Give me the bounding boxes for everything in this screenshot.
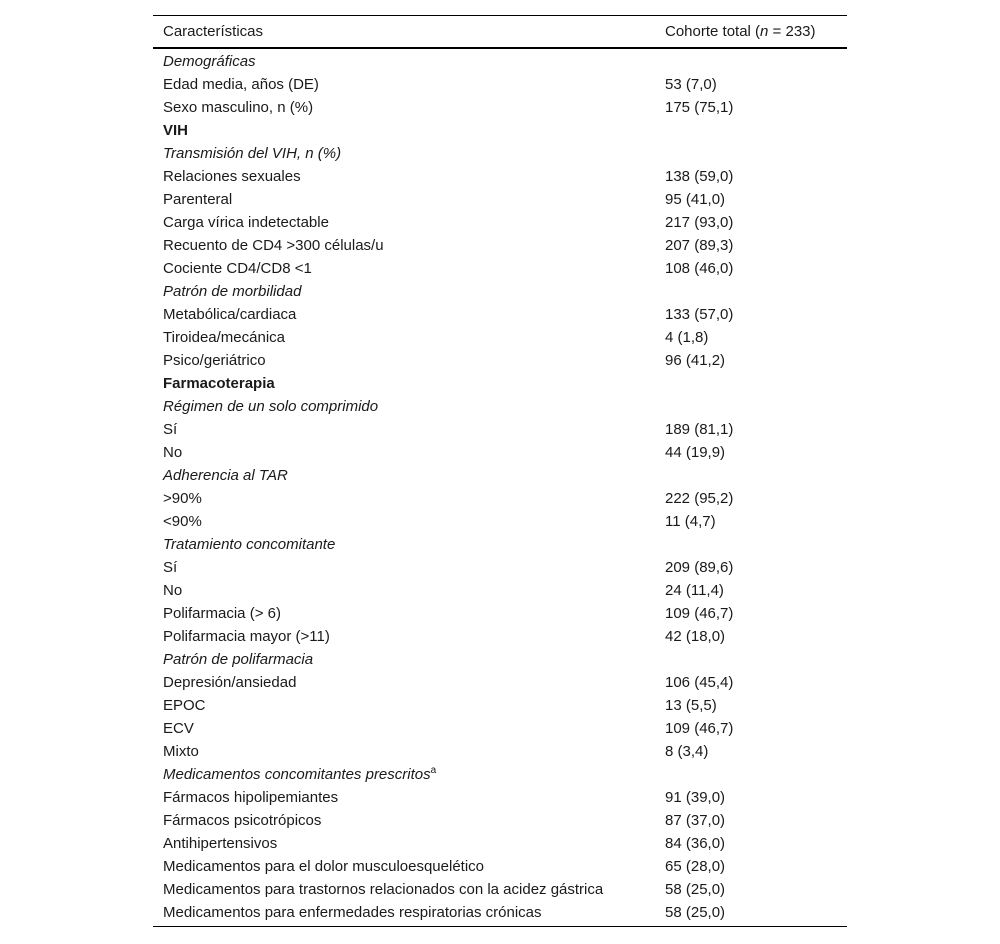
table-row [153, 579, 847, 602]
row-label-cell [153, 237, 665, 254]
row-label: Mixto [163, 743, 199, 760]
table-row [153, 717, 847, 740]
row-value: 189 (81,1) [665, 421, 734, 438]
row-label: VIH [163, 122, 189, 139]
row-label-cell [153, 720, 665, 737]
table-row [153, 257, 847, 280]
row-label: Polifarmacia (> 6) [163, 605, 281, 622]
row-label-cell [153, 582, 665, 599]
row-label: Demográficas [163, 53, 256, 70]
row-value: 42 (18,0) [665, 628, 726, 645]
table-row [153, 418, 847, 441]
table-row [153, 142, 847, 165]
table-row [153, 694, 847, 717]
table-row [153, 464, 847, 487]
row-label-cell [153, 651, 665, 668]
row-label-cell [153, 306, 665, 323]
table-row [153, 740, 847, 763]
row-value: 58 (25,0) [665, 904, 726, 921]
table-row [153, 234, 847, 257]
row-label-cell [153, 674, 665, 691]
row-label: Farmacoterapia [163, 375, 275, 392]
row-label-cell [153, 766, 665, 783]
table-row [153, 165, 847, 188]
table-row [153, 96, 847, 119]
row-label-cell [153, 628, 665, 645]
row-value: 4 (1,8) [665, 329, 709, 346]
row-label-cell [153, 697, 665, 714]
row-label: Sexo masculino, n (%) [163, 99, 314, 116]
header-total-cohort-suffix: = 233) [768, 23, 816, 40]
row-label-cell [153, 904, 665, 921]
table-row [153, 326, 847, 349]
table-header-row [153, 16, 847, 47]
table-row [153, 50, 847, 73]
row-label-cell [153, 789, 665, 806]
table-row [153, 487, 847, 510]
row-label: >90% [163, 490, 202, 507]
table-row [153, 395, 847, 418]
row-label-cell [153, 329, 665, 346]
row-value: 84 (36,0) [665, 835, 726, 852]
table-row [153, 878, 847, 901]
row-label: Tiroidea/mecánica [163, 329, 285, 346]
row-label-cell [153, 99, 665, 116]
table-row [153, 280, 847, 303]
row-value: 209 (89,6) [665, 559, 734, 576]
footnote-marker: a [430, 765, 437, 776]
table-row [153, 625, 847, 648]
table-row [153, 211, 847, 234]
row-label: No [163, 444, 183, 461]
row-label-cell [153, 191, 665, 208]
row-label-cell [153, 858, 665, 875]
row-label-cell [153, 76, 665, 93]
table-row [153, 786, 847, 809]
row-value: 109 (46,7) [665, 605, 734, 622]
row-label: Edad media, años (DE) [163, 76, 319, 93]
row-label-cell [153, 559, 665, 576]
row-label: No [163, 582, 183, 599]
row-label-cell [153, 214, 665, 231]
row-label: Sí [163, 421, 178, 438]
row-label-cell [153, 444, 665, 461]
table-row [153, 510, 847, 533]
table-row [153, 188, 847, 211]
row-label: Transmisión del VIH, n (%) [163, 145, 342, 162]
row-label: <90% [163, 513, 202, 530]
row-label-cell [153, 421, 665, 438]
table-row [153, 533, 847, 556]
table-row [153, 671, 847, 694]
row-label: EPOC [163, 697, 206, 714]
row-label: Parenteral [163, 191, 233, 208]
table-row [153, 763, 847, 786]
row-label: Patrón de morbilidad [163, 283, 302, 300]
table-bottom-rule [153, 926, 847, 927]
row-label: Polifarmacia mayor (>11) [163, 628, 330, 645]
row-label: Cociente CD4/CD8 <1 [163, 260, 312, 277]
row-label: Sí [163, 559, 178, 576]
row-label: Recuento de CD4 >300 células/u [163, 237, 384, 254]
row-label: Metabólica/cardiaca [163, 306, 297, 323]
row-value: 207 (89,3) [665, 237, 734, 254]
header-total-cohort [665, 23, 847, 40]
table-row [153, 119, 847, 142]
row-value: 95 (41,0) [665, 191, 726, 208]
row-label: Régimen de un solo comprimido [163, 398, 379, 415]
row-label: Tratamiento concomitante [163, 536, 336, 553]
row-label-cell [153, 743, 665, 760]
row-label-cell [153, 352, 665, 369]
row-value: 58 (25,0) [665, 881, 726, 898]
row-value: 53 (7,0) [665, 76, 717, 93]
table-row [153, 648, 847, 671]
table-row [153, 441, 847, 464]
table-row [153, 556, 847, 579]
row-label-cell [153, 513, 665, 530]
row-label: Medicamentos concomitantes prescritos [163, 766, 431, 783]
row-label: Psico/geriátrico [163, 352, 266, 369]
row-value: 91 (39,0) [665, 789, 726, 806]
row-value: 44 (19,9) [665, 444, 726, 461]
table-row [153, 809, 847, 832]
row-value: 24 (11,4) [665, 582, 724, 599]
row-label: Patrón de polifarmacia [163, 651, 314, 668]
row-label: Medicamentos para trastornos relacionados con la acidez gástrica [163, 881, 604, 898]
table-row [153, 855, 847, 878]
row-label-cell [153, 605, 665, 622]
characteristics-table [153, 15, 847, 927]
row-label-cell [153, 881, 665, 898]
table-row [153, 602, 847, 625]
row-label: Antihipertensivos [163, 835, 278, 852]
row-label: Medicamentos para enfermedades respiratorias crónicas [163, 904, 542, 921]
row-label-cell [153, 122, 665, 139]
row-value: 11 (4,7) [665, 513, 716, 530]
row-label-cell [153, 467, 665, 484]
row-label: Medicamentos para el dolor musculoesquelético [163, 858, 485, 875]
row-value: 13 (5,5) [665, 697, 717, 714]
row-label: ECV [163, 720, 194, 737]
row-label-cell [153, 260, 665, 277]
row-label: Relaciones sexuales [163, 168, 301, 185]
row-label-cell [153, 168, 665, 185]
table-row [153, 349, 847, 372]
table-row [153, 372, 847, 395]
row-label: Carga vírica indetectable [163, 214, 329, 231]
row-value: 65 (28,0) [665, 858, 726, 875]
row-value: 106 (45,4) [665, 674, 734, 691]
row-label-cell [153, 398, 665, 415]
row-label: Depresión/ansiedad [163, 674, 297, 691]
row-label-cell [153, 835, 665, 852]
row-value: 222 (95,2) [665, 490, 734, 507]
row-label-cell [153, 375, 665, 392]
row-label-cell [153, 812, 665, 829]
header-characteristics: Características [163, 23, 264, 40]
row-label-cell [153, 283, 665, 300]
row-value: 175 (75,1) [665, 99, 734, 116]
row-label-cell [153, 53, 665, 70]
header-n-symbol: n [760, 23, 769, 40]
row-label: Fármacos hipolipemiantes [163, 789, 339, 806]
row-label: Fármacos psicotrópicos [163, 812, 322, 829]
table-body [153, 49, 847, 926]
row-value: 96 (41,2) [665, 352, 726, 369]
row-label-cell [153, 490, 665, 507]
table-row [153, 901, 847, 924]
table-row [153, 73, 847, 96]
row-value: 138 (59,0) [665, 168, 734, 185]
table-row [153, 832, 847, 855]
row-value: 108 (46,0) [665, 260, 734, 277]
header-total-cohort-prefix: Cohorte total ( [665, 23, 761, 40]
row-value: 217 (93,0) [665, 214, 734, 231]
row-label-cell [153, 145, 665, 162]
row-value: 87 (37,0) [665, 812, 726, 829]
row-label: Adherencia al TAR [163, 467, 288, 484]
row-value: 133 (57,0) [665, 306, 734, 323]
table-row [153, 303, 847, 326]
row-label-cell [153, 536, 665, 553]
row-value: 8 (3,4) [665, 743, 709, 760]
row-value: 109 (46,7) [665, 720, 734, 737]
